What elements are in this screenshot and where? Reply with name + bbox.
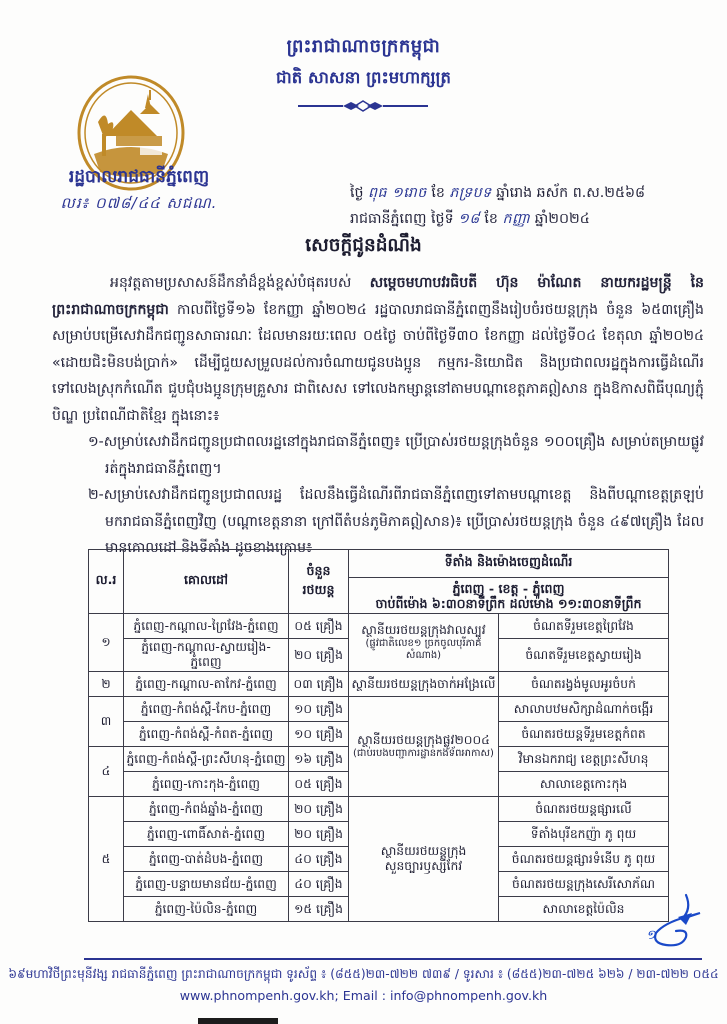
route-cell: ភ្នំពេញ-កណ្តាល-ព្រៃវែង-ភ្នំពេញ: [124, 614, 289, 639]
qty-cell: ០៣ គ្រឿង: [289, 672, 349, 697]
no-cell: ១: [89, 614, 124, 672]
qty-cell: ២០ គ្រឿង: [289, 639, 349, 672]
handwritten-month: កញ្ញា: [502, 211, 531, 227]
reference-number: លរ៖ ០៧៨/៤៤ សជណ.: [60, 194, 218, 212]
header-vehicle-count: ចំនួនរថយន្ត: [289, 550, 349, 614]
footer-address: ៦៩មហាវិថីព្រះមុនីវង្ស រាជធានីភ្នំពេញ ព្រះរាជាណាចក្រកម្ពុជា ទូរស័ព្ទ ៖ (៨៥៥)២៣-៧២២ ៧៣៩ / ទូរសារ ៖ (៨៥៥)២៣-៧២៥ ៦២៦ / ២៣-៧២២ ០៥៤: [8, 967, 719, 981]
station-cell: ស្ថានីយរថយន្តក្រុងវាលស្បូវ (ផ្លូវជាតិលេខ១ ច្រកចូលបុរីភាគសំណាង): [349, 614, 499, 672]
qty-cell: ០៥ គ្រឿង: [289, 614, 349, 639]
route-cell: ភ្នំពេញ-កំពង់ឆ្នាំង-ភ្នំពេញ: [124, 797, 289, 822]
footer-divider: [84, 958, 702, 960]
station-cell: ស្ថានីយរថយន្តក្រុងចាក់អង្រែលើ: [349, 672, 499, 697]
handwritten-lunar-day: ពុធ ១រោច: [368, 185, 427, 201]
station-cell: ស្ថានីយរថយន្តក្រុង សួនច្បារឫស្សីកែវ: [349, 797, 499, 922]
national-motto: ជាតិ សាសនា ព្រះមហាក្សត្រ: [276, 68, 451, 87]
list-item-1: ១-សម្រាប់សេវាដឹកជញ្ជូនប្រជាពលរដ្ឋនៅក្នុងរាជធានីភ្នំពេញ៖ ប្រើប្រាស់រថយន្តក្រុងចំនួន ១០០គ្រឿង សម្រាប់តម្រាយផ្លូវរត់ក្នុងរាជធានីភ្នំពេញ។: [88, 434, 704, 477]
footer-web-email: www.phnompenh.gov.kh; Email : info@phnompenh.gov.kh: [179, 988, 548, 1003]
table-row: [89, 797, 669, 822]
dest-cell: សាលាខេត្តប៉ៃលិន: [499, 897, 669, 922]
route-cell: ភ្នំពេញ-ប៉ៃលិន-ភ្នំពេញ: [124, 897, 289, 922]
paragraph-1: អនុវត្តតាមប្រសាសន៍ដឹកនាំដ៏ខ្ពង់ខ្ពស់បំផុតរបស់ សម្តេចមហាបវរធិបតី ហ៊ុន ម៉ាណែត នាយករដ្ឋមន្ត្រី នៃព្រះរាជាណាចក្រកម្ពុជា កាលពីថ្ងៃទី១៦ ខែកញ្ញា ឆ្នាំ២០២៤ រដ្ឋបាលរាជធានីភ្នំពេញនឹងរៀបចំរថយន្តក្រុង ចំនួន ៦៥៣គ្រឿង សម្រាប់បម្រើសេវាដឹកជញ្ជូនសាធារណៈ ដែលមានរយៈពេល ០៥ថ្ងៃ ចាប់ពីថ្ងៃទី៣០ ខែកញ្ញា ដល់ថ្ងៃទី០៤ ខែតុលា ឆ្នាំ២០២៤ «ដោយជិះមិនបង់ប្រាក់» ដើម្បីជួយសម្រួលដល់ការចំណាយជូនបងប្អូន កម្មករ-និយោជិត និងប្រជាពលរដ្ឋក្នុងការធ្វើដំណើរទៅលេងស្រុកកំណើត ជួបជុំបងប្អូនក្រុមគ្រួសារ ជាពិសេស ទៅលេងកម្សាន្តនៅតាមបណ្តាខេត្តភាគឦសាន ក្នុងឱកាសពិធីបុណ្យភ្ជុំបិណ្ឌ ប្រពៃណីជាតិខ្មែរ ក្នុងនោះ៖: [52, 275, 704, 424]
bus-schedule-table: [88, 549, 669, 922]
qty-cell: ០៥ គ្រឿង: [289, 772, 349, 797]
dest-cell: ចំណតរថយន្តទីរួមខេត្តកំពត: [499, 722, 669, 747]
handwritten-mark: [628, 893, 714, 957]
dest-cell: ចំណតទីរួមខេត្តព្រៃវែង: [499, 614, 669, 639]
kingdom-title: ព្រះរាជាណាចក្រកម្ពុជា: [286, 36, 441, 57]
handwritten-lunar-month: ភទ្របទ: [449, 185, 492, 201]
route-cell: ភ្នំពេញ-បន្ទាយមានជ័យ-ភ្នំពេញ: [124, 872, 289, 897]
header-destination: គោលដៅ: [124, 550, 289, 614]
gregorian-date-line: រាជធានីភ្នំពេញ ថ្ងៃទី ១៨ ខែ កញ្ញា ឆ្នាំ២០២៤: [350, 211, 590, 227]
dest-cell: វិមានឯករាជ្យ ខេត្តព្រះសីហនុ: [499, 747, 669, 772]
dest-cell: ចំណតរង្វង់មូលអូរចំបក់: [499, 672, 669, 697]
header-no: ល.រ: [89, 550, 124, 614]
no-cell: ២: [89, 672, 124, 697]
route-cell: ភ្នំពេញ-កំពង់ស្ពឺ-កំពត-ភ្នំពេញ: [124, 722, 289, 747]
qty-cell: ៤០ គ្រឿង: [289, 872, 349, 897]
qty-cell: ៤០ គ្រឿង: [289, 847, 349, 872]
page-number-mark: ១: [646, 928, 656, 943]
document-title: សេចក្តីជូនដំណឹង: [305, 235, 422, 256]
route-cell: ភ្នំពេញ-កោះកុង-ភ្នំពេញ: [124, 772, 289, 797]
route-cell: ភ្នំពេញ-កណ្តាល-ស្វាយរៀង-ភ្នំពេញ: [124, 639, 289, 672]
scan-artifact-bar: [198, 1018, 278, 1024]
table-row: [89, 614, 669, 639]
header-route-time: ភ្នំពេញ - ខេត្ត - ភ្នំពេញ ចាប់ពីម៉ោង ៦:៣០នាទីព្រឹក ដល់ម៉ោង ១១:៣០នាទីព្រឹក: [349, 578, 669, 614]
pm-name-bold: សម្តេចមហាបវរធិបតី ហ៊ុន ម៉ាណែត នាយករដ្ឋមន្ត្រី នៃព្រះរាជាណាចក្រកម្ពុជា: [52, 275, 704, 318]
table-header-row: [89, 550, 669, 578]
date-block: [350, 180, 722, 232]
route-cell: ភ្នំពេញ-កំពង់ស្ពឺ-កែប-ភ្នំពេញ: [124, 697, 289, 722]
qty-cell: ២០ គ្រឿង: [289, 797, 349, 822]
qty-cell: ១៥ គ្រឿង: [289, 897, 349, 922]
route-cell: ភ្នំពេញ-កណ្តាល-តាកែវ-ភ្នំពេញ: [124, 672, 289, 697]
lunar-date-line: ថ្ងៃ ពុធ ១រោច ខែ ភទ្របទ ឆ្នាំរោង ឆស័ក ព.ស.២៥៦៨: [350, 185, 646, 201]
header-location-time: ទីតាំង និងម៉ោងចេញដំណើរ: [349, 550, 669, 578]
handwritten-day: ១៨: [458, 211, 480, 227]
table-row: [89, 672, 669, 697]
dest-cell: ចំណតរថយន្តក្រុងសេរីសោភ័ណ: [499, 872, 669, 897]
station-cell: ស្ថានីយរថយន្តក្រុងផ្លូវ២០០៤ (ជាប់របងបញ្ជាការដ្ឋានកងទ័ពអាកាស): [349, 697, 499, 797]
dest-cell: ចំណតរថយន្តផ្សារទំនើប ភូ ពុយ: [499, 847, 669, 872]
divider-ornament-icon: [298, 98, 428, 114]
dest-cell: ចំណតទីរួមខេត្តស្វាយរៀង: [499, 639, 669, 672]
qty-cell: ១០ គ្រឿង: [289, 697, 349, 722]
route-cell: ភ្នំពេញ-ពោធិ៍សាត់-ភ្នំពេញ: [124, 822, 289, 847]
list-item-2: ២-សម្រាប់សេវាដឹកជញ្ជូនប្រជាពលរដ្ឋ ដែលនឹងធ្វើដំណើរពីរាជធានីភ្នំពេញទៅតាមបណ្តាខេត្ត និងពីបណ្តាខេត្តត្រឡប់មករាជធានីភ្នំពេញវិញ (បណ្តាខេត្តនានា ក្រៅពីតំបន់ភូមិភាគឦសាន)៖ ប្រើប្រាស់រថយន្តក្រុង ចំនួន ៤៩៧គ្រឿង ដែលមានគោលដៅ និងទីតាំង ដូចខាងក្រោម៖: [88, 487, 704, 556]
qty-cell: ២០ គ្រឿង: [289, 822, 349, 847]
dest-cell: ចំណតរថយន្តផ្សារលើ: [499, 797, 669, 822]
no-cell: ៣: [89, 697, 124, 747]
no-cell: ៥: [89, 797, 124, 922]
body-text: [52, 270, 704, 562]
qty-cell: ១៦ គ្រឿង: [289, 747, 349, 772]
table-row: [89, 697, 669, 722]
route-cell: ភ្នំពេញ-បាត់ដំបង-ភ្នំពេញ: [124, 847, 289, 872]
dest-cell: សាលាបឋមសិក្សាដំណាក់ចង្អើរ: [499, 697, 669, 722]
dest-cell: សាលាខេត្តកោះកុង: [499, 772, 669, 797]
dest-cell: ទីតាំងបុរីឧកញ៉ា ភូ ពុយ: [499, 822, 669, 847]
pen-scribble-icon: [628, 893, 714, 957]
route-cell: ភ្នំពេញ-កំពង់ស្ពឺ-ព្រះសីហនុ-ភ្នំពេញ: [124, 747, 289, 772]
no-cell: ៤: [89, 747, 124, 797]
qty-cell: ១០ គ្រឿង: [289, 722, 349, 747]
org-name: រដ្ឋបាលរាជធានីភ្នំពេញ: [68, 167, 210, 187]
